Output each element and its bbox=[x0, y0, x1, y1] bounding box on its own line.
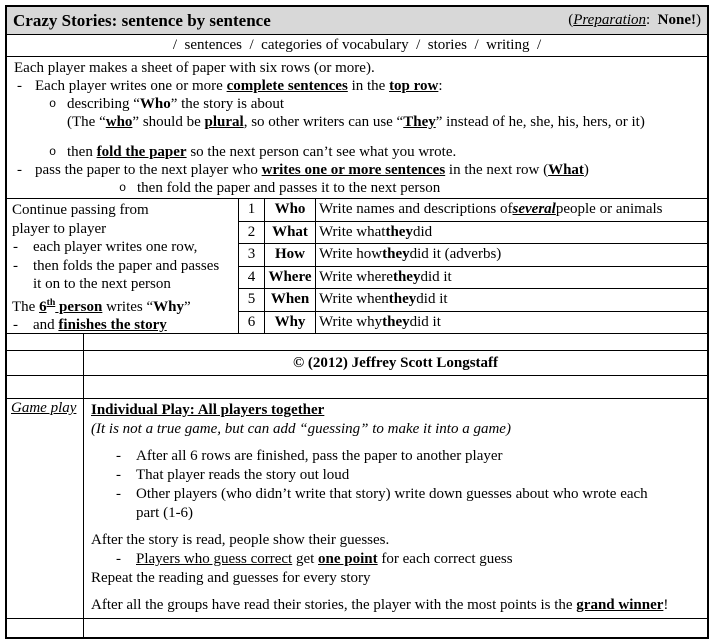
text-segment: ” should be bbox=[132, 114, 205, 130]
text-segment: person bbox=[55, 298, 103, 315]
bullet-marker: - bbox=[17, 162, 22, 178]
text-segment: did it (adverbs) bbox=[409, 246, 502, 263]
row-number: 1 bbox=[239, 199, 265, 221]
row-category: Who bbox=[265, 199, 316, 221]
text-segment: in the bbox=[347, 78, 390, 94]
text-line bbox=[9, 201, 236, 220]
gameplay-label: Game play bbox=[11, 400, 77, 416]
text-segment: people or animals bbox=[555, 201, 663, 218]
bottom-spacer-row bbox=[7, 619, 707, 637]
text-segment: Write how bbox=[319, 246, 383, 263]
text-segment: Write when bbox=[319, 291, 389, 308]
text-segment: player to player bbox=[12, 220, 107, 237]
text-segment: What bbox=[548, 162, 584, 178]
spacer-right-cell bbox=[84, 619, 707, 637]
text-segment: That player reads the story out loud bbox=[136, 467, 350, 483]
text-line bbox=[88, 550, 703, 569]
copyright-left-cell bbox=[7, 351, 84, 375]
row-description bbox=[316, 222, 707, 244]
vocab-table bbox=[239, 199, 707, 333]
text-segment: Write where bbox=[319, 268, 393, 285]
text-segment: then fold the paper and passes it to the next person bbox=[137, 180, 441, 196]
text-line bbox=[88, 531, 703, 550]
text-line bbox=[11, 113, 703, 131]
copyright-row bbox=[7, 351, 707, 376]
text-segment: ” instead of he, she, his, hers, or it) bbox=[435, 114, 645, 130]
text-segment: ) bbox=[583, 162, 589, 178]
gameplay-label-cell bbox=[7, 399, 84, 618]
preparation-note bbox=[568, 12, 701, 29]
vocab-table-row bbox=[239, 222, 707, 245]
instructions-section bbox=[7, 57, 707, 199]
vocab-table-row bbox=[239, 267, 707, 290]
text-segment: Why bbox=[153, 298, 185, 315]
text-segment: Preparation bbox=[573, 12, 646, 28]
header-row bbox=[7, 7, 707, 35]
passing-section bbox=[7, 199, 707, 334]
text-segment: get bbox=[292, 551, 319, 567]
text-segment: plural bbox=[204, 114, 244, 130]
text-segment: ( bbox=[568, 12, 574, 28]
text-segment: The bbox=[12, 298, 40, 315]
text-line bbox=[88, 447, 703, 466]
text-segment: in the next row ( bbox=[445, 162, 549, 178]
text-segment: and bbox=[33, 317, 59, 333]
text-line bbox=[9, 275, 236, 294]
bullet-marker: - bbox=[13, 257, 18, 274]
row-number: 2 bbox=[239, 222, 265, 244]
text-segment: After the story is read, people show their guesses. bbox=[91, 532, 390, 548]
bullet-marker: o bbox=[49, 145, 57, 159]
text-segment: pass the paper to the next player who bbox=[35, 162, 262, 178]
text-line bbox=[11, 161, 703, 179]
text-line bbox=[11, 143, 703, 161]
row-description bbox=[316, 199, 707, 221]
text-segment: did it bbox=[420, 268, 452, 285]
passing-instructions bbox=[7, 199, 239, 333]
text-segment: describing “ bbox=[67, 96, 140, 112]
text-segment: did it bbox=[409, 313, 441, 330]
spacer-left-cell bbox=[7, 376, 84, 398]
text-segment: who bbox=[105, 114, 133, 130]
text-segment: finishes the story bbox=[58, 317, 167, 333]
gameplay-section bbox=[7, 399, 707, 619]
text-segment: they bbox=[382, 246, 410, 263]
text-line bbox=[9, 316, 236, 334]
page-title: Crazy Stories: sentence by sentence bbox=[13, 10, 271, 30]
row-number: 6 bbox=[239, 312, 265, 334]
spacer-row-2 bbox=[7, 376, 707, 399]
text-segment: Write why bbox=[319, 313, 383, 330]
text-segment: each player writes one row, bbox=[33, 239, 198, 255]
text-line bbox=[88, 401, 703, 420]
row-number: 5 bbox=[239, 289, 265, 311]
row-category: Where bbox=[265, 267, 316, 289]
text-segment: (The “ bbox=[67, 114, 106, 130]
text-segment: for each correct guess bbox=[377, 551, 513, 567]
text-segment: did it bbox=[416, 291, 448, 308]
text-segment: then folds the paper and passes bbox=[33, 257, 220, 274]
text-segment: they bbox=[385, 223, 413, 240]
text-segment: ! bbox=[663, 597, 669, 613]
worksheet-table bbox=[5, 5, 709, 639]
bullet-marker: - bbox=[13, 317, 18, 333]
text-segment: writes “ bbox=[102, 298, 154, 315]
text-segment: grand winner bbox=[576, 597, 664, 613]
text-line bbox=[11, 95, 703, 113]
spacer-left-cell bbox=[7, 619, 84, 637]
text-line bbox=[88, 504, 703, 523]
text-segment: : bbox=[646, 12, 658, 28]
text-segment: ” the story is about bbox=[170, 96, 285, 112]
text-line bbox=[9, 220, 236, 239]
bullet-marker: - bbox=[116, 467, 121, 483]
bullet-marker: - bbox=[116, 448, 121, 464]
bullet-marker: o bbox=[119, 181, 127, 195]
spacer-row-1 bbox=[7, 334, 707, 351]
text-segment: (It is not a true game, but can add “guessing” to make it into a game) bbox=[91, 421, 511, 437]
row-number: 3 bbox=[239, 244, 265, 266]
vocab-table-row bbox=[239, 312, 707, 334]
text-line bbox=[11, 59, 703, 77]
bullet-marker: - bbox=[116, 551, 121, 567]
copyright-text: © (2012) Jeffrey Scott Longstaff bbox=[292, 354, 499, 371]
row-category: Why bbox=[265, 312, 316, 334]
text-segment: 6 bbox=[39, 298, 47, 315]
text-segment: After all 6 rows are finished, pass the paper to another player bbox=[136, 448, 503, 464]
tags-row bbox=[7, 35, 707, 57]
text-segment: did bbox=[412, 223, 433, 240]
text-segment: they bbox=[392, 268, 421, 285]
text-segment: part (1-6) bbox=[136, 505, 194, 521]
text-segment: Continue passing from bbox=[12, 202, 149, 218]
vocab-table-row bbox=[239, 199, 707, 222]
text-segment: complete sentences bbox=[226, 78, 348, 94]
text-segment: it on to the next person bbox=[33, 276, 171, 292]
text-line bbox=[9, 257, 236, 276]
row-description bbox=[316, 244, 707, 266]
text-line bbox=[11, 77, 703, 95]
text-segment: After all the groups have read their stories, the player with the most points is the bbox=[91, 597, 577, 613]
vocab-table-row bbox=[239, 244, 707, 267]
text-segment: top row bbox=[389, 78, 439, 94]
text-segment: fold the paper bbox=[96, 144, 187, 160]
text-segment: None! bbox=[657, 12, 696, 28]
row-number: 4 bbox=[239, 267, 265, 289]
copyright-cell bbox=[84, 351, 707, 375]
text-segment: writes one or more sentences bbox=[261, 162, 446, 178]
text-segment: several bbox=[512, 201, 556, 218]
text-segment: They bbox=[403, 114, 436, 130]
gameplay-content bbox=[84, 399, 707, 618]
text-segment: th bbox=[46, 296, 56, 308]
text-segment: : bbox=[438, 78, 443, 94]
text-segment: Each player makes a sheet of paper with six rows (or more). bbox=[14, 60, 375, 76]
text-segment: Write names and descriptions of bbox=[319, 201, 513, 218]
text-segment: ) bbox=[696, 12, 701, 28]
row-category: How bbox=[265, 244, 316, 266]
text-segment: Players who guess correct bbox=[136, 551, 293, 567]
text-segment: Each player writes one or more bbox=[35, 78, 227, 94]
text-line bbox=[9, 238, 236, 257]
text-segment: Individual Play: All players together bbox=[91, 402, 325, 418]
text-segment: Write what bbox=[319, 223, 386, 240]
text-line bbox=[9, 294, 236, 317]
text-segment: then bbox=[67, 144, 97, 160]
text-segment: Other players (who didn’t write that story) write down guesses about who wrote each bbox=[136, 486, 648, 502]
bullet-marker: o bbox=[49, 97, 57, 111]
vocab-table-row bbox=[239, 289, 707, 312]
text-line bbox=[88, 596, 703, 615]
row-category: When bbox=[265, 289, 316, 311]
text-line bbox=[11, 179, 703, 197]
category-tags: / sentences / categories of vocabulary / stories / writing / bbox=[172, 37, 542, 53]
spacer-right-cell bbox=[84, 376, 707, 398]
bullet-marker: - bbox=[17, 78, 22, 94]
text-segment: one point bbox=[318, 551, 378, 567]
text-line bbox=[88, 569, 703, 588]
text-line bbox=[88, 485, 703, 504]
text-segment: ” bbox=[184, 298, 191, 315]
spacer-right-cell bbox=[84, 334, 707, 350]
text-segment: they bbox=[388, 291, 417, 308]
row-category: What bbox=[265, 222, 316, 244]
text-segment: Who bbox=[139, 96, 171, 112]
bullet-marker: - bbox=[13, 239, 18, 255]
row-description bbox=[316, 289, 707, 311]
spacer-left-cell bbox=[7, 334, 84, 350]
text-line bbox=[88, 466, 703, 485]
text-segment: Repeat the reading and guesses for every story bbox=[91, 570, 371, 586]
text-segment: they bbox=[382, 313, 410, 330]
text-line bbox=[88, 420, 703, 439]
row-description bbox=[316, 312, 707, 334]
bullet-marker: - bbox=[116, 486, 121, 502]
text-segment: so the next person can’t see what you wrote. bbox=[186, 144, 457, 160]
row-description bbox=[316, 267, 707, 289]
text-segment: , so other writers can use “ bbox=[243, 114, 404, 130]
